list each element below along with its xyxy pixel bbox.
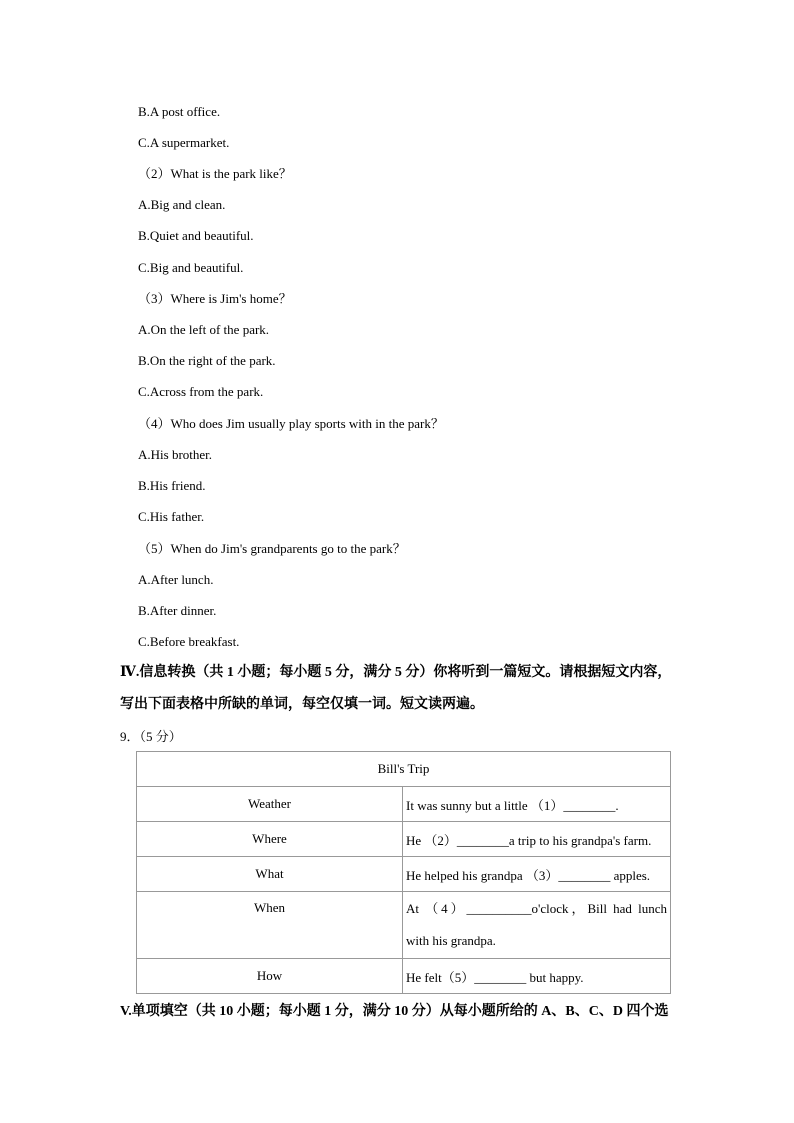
option-2a: A.Big and clean. [138, 197, 226, 212]
table-row [137, 892, 671, 959]
option-3c: C.Across from the park. [138, 384, 264, 399]
row-value-weather: It was sunny but a little （1）________. [403, 787, 671, 822]
question-2-stem: （2）What is the park like？ [138, 166, 292, 181]
table-title: Bill's Trip [137, 752, 671, 787]
row-label-how: How [137, 959, 403, 994]
option-4c: C.His father. [138, 509, 205, 524]
question-3-stem: （3）Where is Jim's home？ [138, 291, 292, 306]
question-9-number: 9．（5 分） [120, 729, 182, 744]
section-4-heading-line1: Ⅳ.信息转换（共 1 小题；每小题 5 分，满分 5 分）你将听到一篇短文。请根据短文内容， [120, 665, 672, 680]
option-1c: C.A supermarket. [138, 135, 230, 150]
question-4-stem: （4）Who does Jim usually play sports with in the park？ [138, 416, 444, 431]
row-value-when: At （4）__________o'clock，Bill had lunch with his grandpa. [403, 892, 671, 959]
option-2c: C.Big and beautiful. [138, 260, 244, 275]
option-5b: B.After dinner. [138, 603, 217, 618]
bills-trip-table [136, 751, 671, 994]
row-value-what: He helped his grandpa （3）________ apples. [403, 857, 671, 892]
option-5a: A.After lunch. [138, 572, 214, 587]
row-label-where: Where [137, 822, 403, 857]
option-2b: B.Quiet and beautiful. [138, 228, 254, 243]
option-5c: C.Before breakfast. [138, 634, 240, 649]
option-3b: B.On the right of the park. [138, 353, 276, 368]
row-label-when: When [137, 892, 403, 959]
row-value-how: He felt（5）________ but happy. [403, 959, 671, 994]
question-5-stem: （5）When do Jim's grandparents go to the park？ [138, 541, 406, 556]
section-4-heading-line2: 写出下面表格中所缺的单词，每空仅填一词。短文读两遍。 [120, 697, 484, 712]
table-row [137, 857, 671, 892]
option-1b: B.A post office. [138, 104, 221, 119]
option-3a: A.On the left of the park. [138, 322, 270, 337]
section-5-heading: V.单项填空（共 10 小题；每小题 1 分，满分 10 分）从每小题所给的 A、B、C、D 四个选 [120, 1004, 669, 1019]
row-label-what: What [137, 857, 403, 892]
table-row [137, 959, 671, 994]
table-title-row [137, 752, 671, 787]
table-row [137, 822, 671, 857]
option-4b: B.His friend. [138, 478, 206, 493]
row-label-weather: Weather [137, 787, 403, 822]
table-row [137, 787, 671, 822]
option-4a: A.His brother. [138, 447, 213, 462]
row-value-where: He （2）________a trip to his grandpa's farm. [403, 822, 671, 857]
